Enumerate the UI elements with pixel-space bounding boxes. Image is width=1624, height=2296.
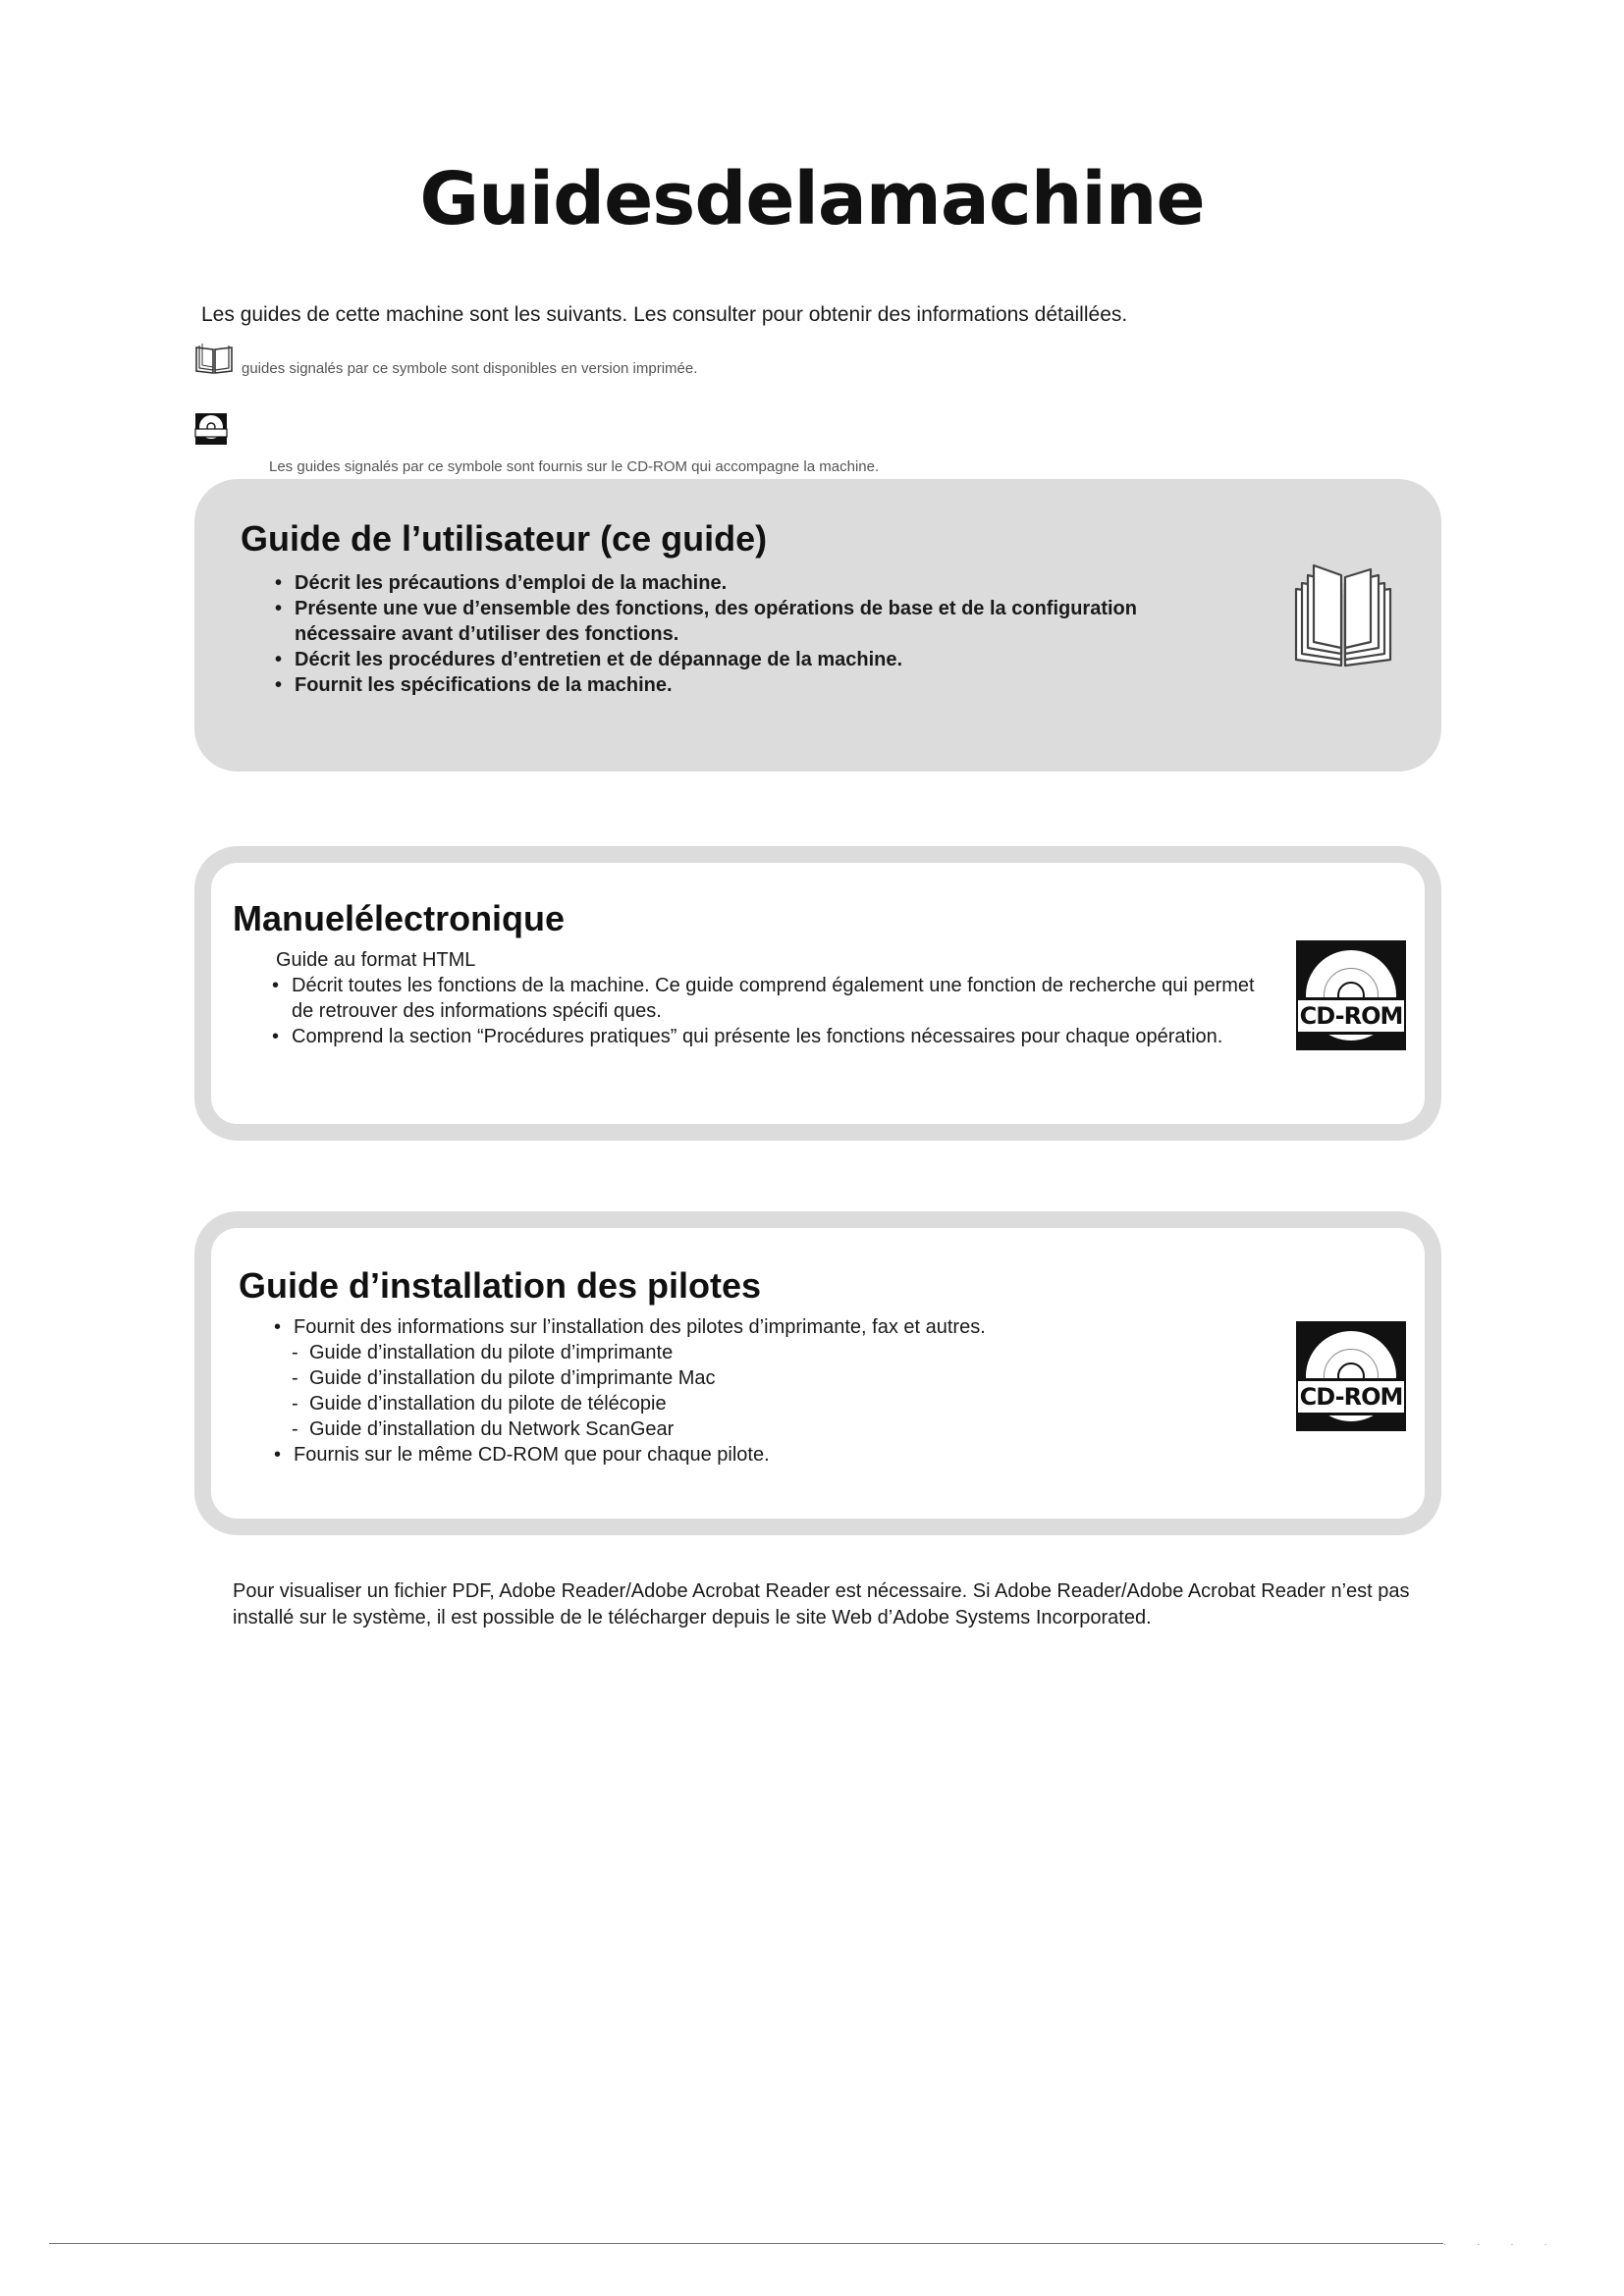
cd-rom-icon (1296, 1321, 1406, 1431)
book-symbol-icon (194, 342, 234, 379)
bottom-dots: · · · · (1443, 2239, 1561, 2250)
sub-list-item: - Guide d’installation du pilote d’imprimante Mac (274, 1365, 1266, 1391)
cd-symbol-icon (194, 412, 228, 450)
cd-rom-icon (1296, 940, 1406, 1050)
cd-rom-label: CD-ROM (1298, 997, 1404, 1035)
guide-bullets (274, 1314, 1266, 1468)
list-item: • Comprend la section “Procédures pratiques” qui présente les fonctions nécessaires pour chaque opération. (272, 1024, 1264, 1049)
guide-title: Guide de l’utilisateur (ce guide) (241, 518, 768, 559)
guide-bullets (275, 570, 1208, 698)
sub-list-item: - Guide d’installation du pilote d’imprimante (274, 1340, 1266, 1365)
list-item: • Décrit les procédures d’entretien et de dépannage de la machine. (275, 647, 1208, 672)
guide-card-drivers (194, 1211, 1441, 1535)
sub-list-item: - Guide d’installation du pilote de télécopie (274, 1391, 1266, 1416)
guide-title: Guide d’installation des pilotes (239, 1265, 762, 1306)
open-book-icon (1292, 561, 1394, 674)
footer-note: Pour visualiser un fichier PDF, Adobe Reader/Adobe Acrobat Reader est nécessaire. Si Adobe Reader/Adobe Acrobat Reader n’est pas installé sur le système, il est possible de le télécharger depuis le site Web d’Adobe Systems Incorporated. (233, 1580, 1410, 1629)
legend-cd-text: Les guides signalés par ce symbole sont fournis sur le CD-ROM qui accompagne la machine. (269, 458, 880, 475)
guide-card-manual (194, 846, 1441, 1141)
guide-subtitle: Guide au format HTML (276, 949, 476, 971)
cd-rom-label: CD-ROM (1298, 1378, 1404, 1415)
guide-title: Manuelélectronique (233, 898, 566, 938)
list-item: • Fournis sur le même CD-ROM que pour chaque pilote. (274, 1442, 1266, 1468)
legend-print-text: guides signalés par ce symbole sont disponibles en version imprimée. (242, 360, 698, 377)
list-item: • Décrit toutes les fonctions de la machine. Ce guide comprend également une fonction de recherche qui permet de retrouver des informations spécifi ques. (272, 973, 1264, 1024)
guide-card-user (194, 479, 1441, 772)
intro-text: Les guides de cette machine sont les suivants. Les consulter pour obtenir des informations détaillées. (201, 303, 1128, 326)
bottom-rule (49, 2243, 1443, 2244)
guide-bullets (272, 947, 1264, 1049)
list-item: • Présente une vue d’ensemble des fonctions, des opérations de base et de la configuration nécessaire avant d’utiliser des fonctions. (275, 596, 1208, 647)
list-item: • Décrit les précautions d’emploi de la machine. (275, 570, 1208, 596)
list-item: • Fournit des informations sur l’installation des pilotes d’imprimante, fax et autres. (274, 1314, 1266, 1340)
legend-print (194, 342, 697, 379)
legend-cd (194, 412, 880, 475)
sub-list-item: - Guide d’installation du Network ScanGear (274, 1416, 1266, 1442)
page-title: Guidesdelamachine (419, 157, 1205, 241)
list-item: • Fournit les spécifications de la machine. (275, 672, 1208, 698)
